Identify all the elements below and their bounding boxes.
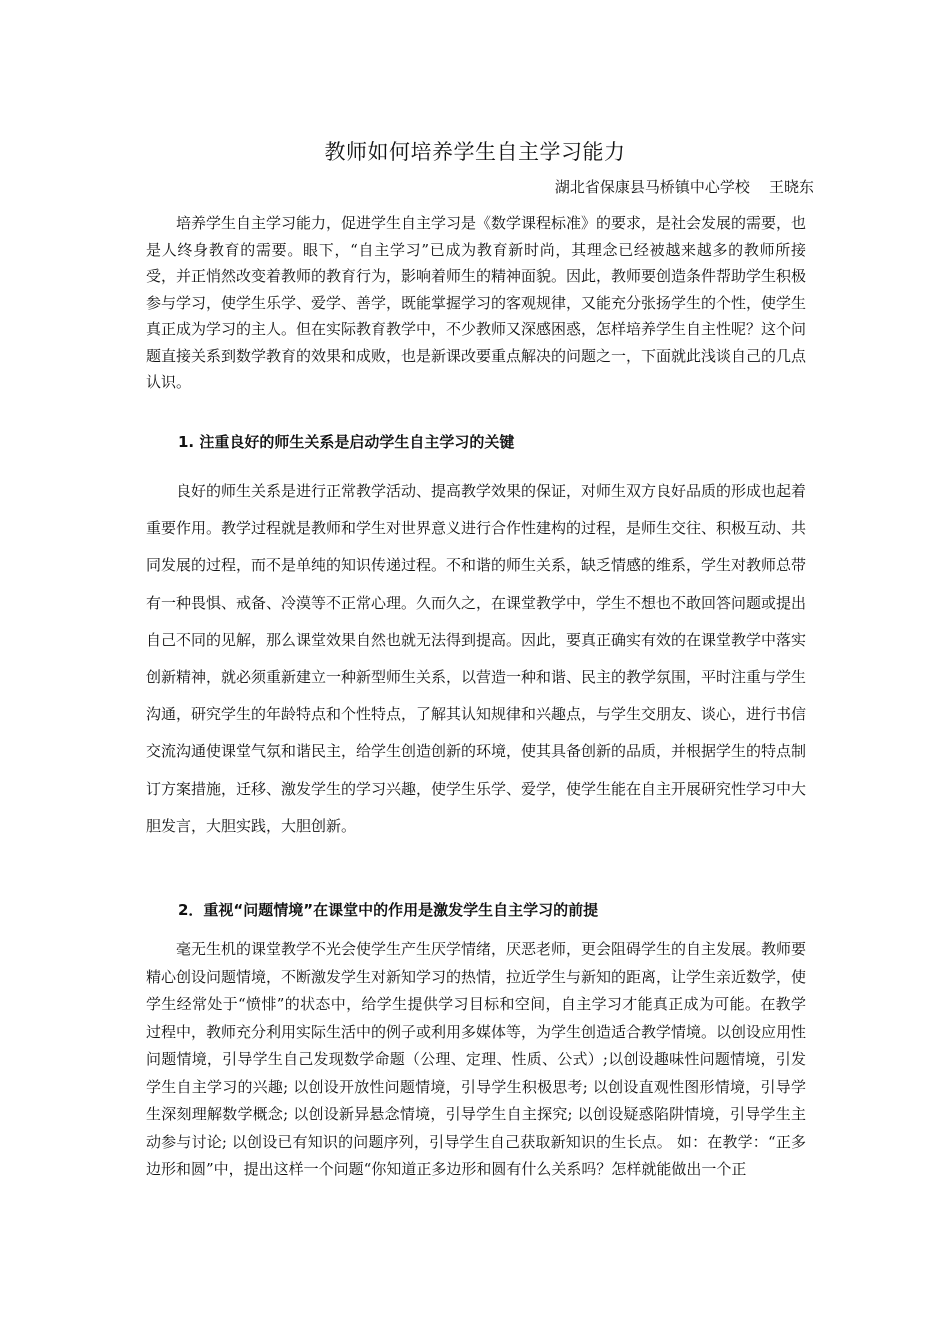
document-title: 教师如何培养学生自主学习能力 [324, 140, 626, 164]
author-line: 湖北省保康县马桥镇中心学校 王晓东 [554, 178, 814, 196]
section-2-heading: 2．重视“问题情境”在课堂中的作用是激发学生自主学习的前提 [178, 901, 599, 919]
section-2-paragraph: 毫无生机的课堂教学不光会使学生产生厌学情绪，厌恶老师，更会阻碍学生的自主发展。教师要精心创设问题情境，不断激发学生对新知学习的热情，拉近学生与新知的距离，让学生亲近数学，使学生经常处于“愤悱”的状态中，给学生提供学习目标和空间，自主学习才能真正成为可能。在教学过程中，教师充分利用实际生活中的例子或利用多媒体等，为学生创造适合教学情境。以创设应用性问题情境，引导学生自己发现数学命题（公理、定理、性质、公式）;以创设趣味性问题情境，引发学生自主学习的兴趣; 以创设开放性问题情境，引导学生积极思考; 以创设直观性图形情境，引导学生深刻理解数学概念; 以创设新异悬念情境，引导学生自主探究; 以创设疑惑陷阱情境，引导学生主动参与讨论; 以创设已有知识的问题序列，引导学生自己获取新知识的生长点。 如：在教学：“正多边形和圆”中，提出这样一个问题“你知道正多边形和圆有什么关系吗？怎样就能做出一个正 [146, 940, 807, 1178]
section-1-paragraph: 良好的师生关系是进行正常教学活动、提高教学效果的保证，对师生双方良好品质的形成也起着重要作用。教学过程就是教师和学生对世界意义进行合作性建构的过程，是师生交往、积极互动、共同发展的过程，而不是单纯的知识传递过程。不和谐的师生关系，缺乏情感的维系，学生对教师总带有一种畏惧、戒备、冷漠等不正常心理。久而久之，在课堂教学中，学生不想也不敢回答问题或提出自己不同的见解，那么课堂效果自然也就无法得到提高。因此，要真正确实有效的在课堂教学中落实创新精神，就必须重新建立一种新型师生关系，以营造一种和谐、民主的教学氛围，平时注重与学生沟通，研究学生的年龄特点和个性特点，了解其认知规律和兴趣点，与学生交朋友、谈心，进行书信交流沟通使课堂气氛和谐民主，给学生创造创新的环境，使其具备创新的品质，并根据学生的特点制订方案措施，迁移、激发学生的学习兴趣，使学生乐学、爱学，使学生能在自主开展研究性学习中大胆发言，大胆实践，大胆创新。 [146, 482, 807, 835]
intro-paragraph: 培养学生自主学习能力，促进学生自主学习是《数学课程标准》的要求，是社会发展的需要，也是人终身教育的需要。眼下，“自主学习”已成为教育新时尚，其理念已经被越来越多的教师所接受，并正悄然改变着教师的教育行为，影响着师生的精神面貌。因此，教师要创造条件帮助学生积极参与学习，使学生乐学、爱学、善学，既能掌握学习的客观规律，又能充分张扬学生的个性，使学生真正成为学习的主人。但在实际教育教学中，不少教师又深感困惑，怎样培养学生自主性呢？这个问题直接关系到数学教育的效果和成败，也是新课改要重点解决的问题之一，下面就此浅谈自己的几点认识。 [146, 214, 807, 391]
section-1-heading: 1. 注重良好的师生关系是启动学生自主学习的关键 [178, 433, 515, 451]
